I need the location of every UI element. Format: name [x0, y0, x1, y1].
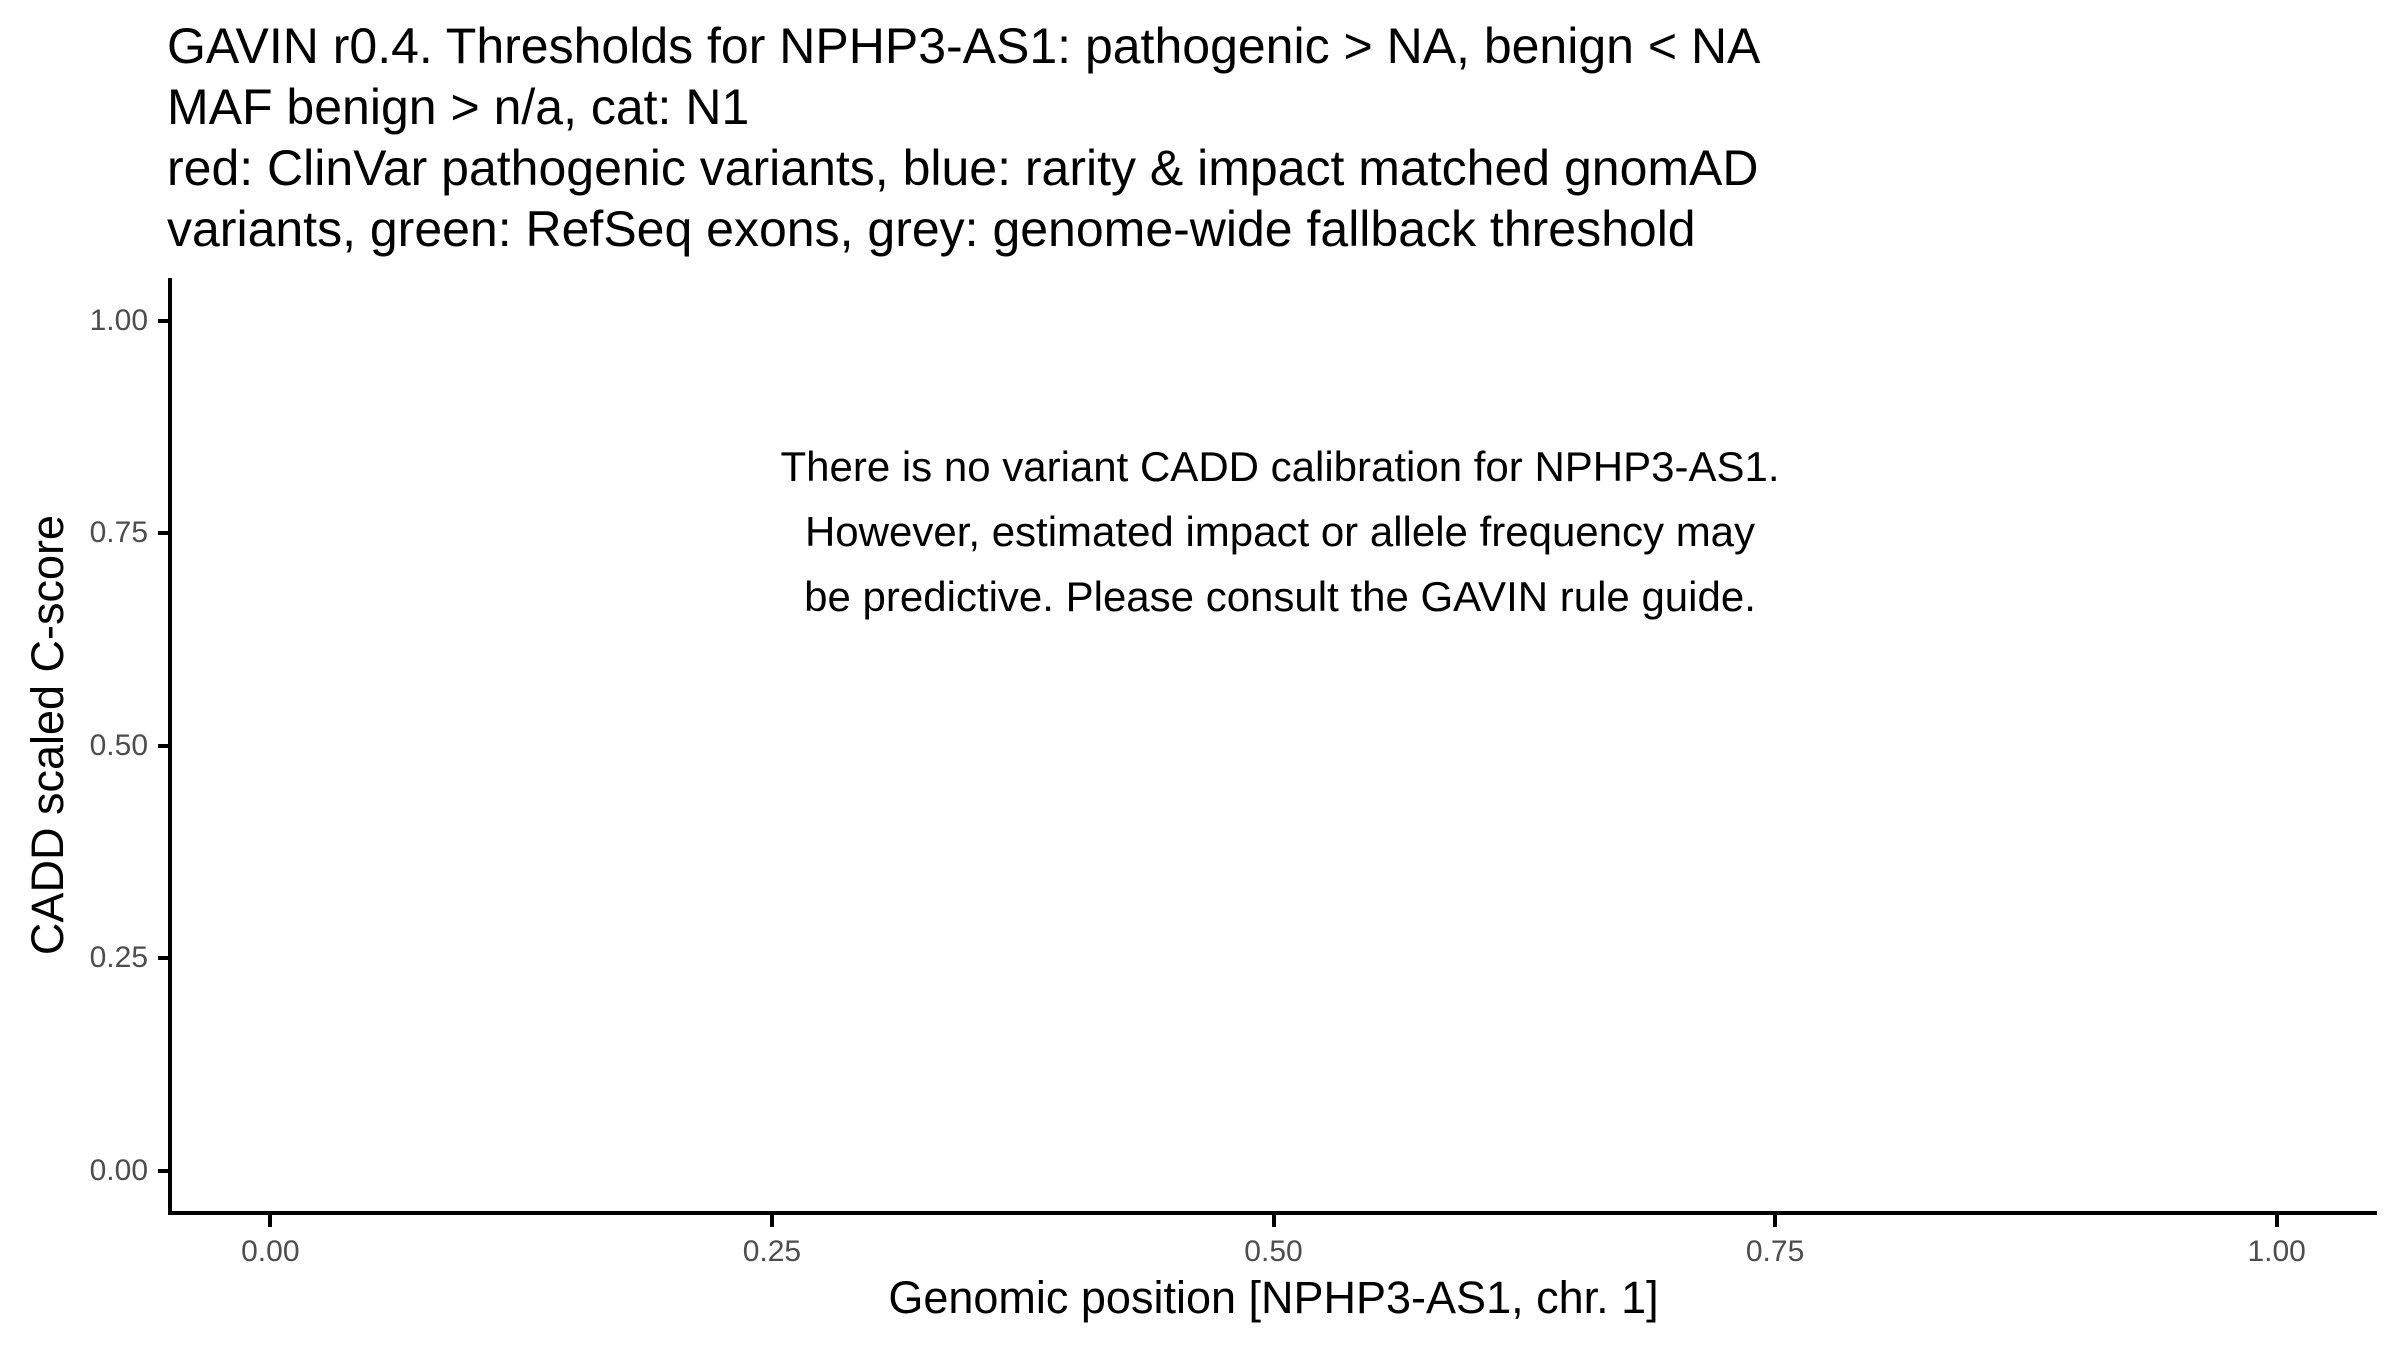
plot-title-line-3: red: ClinVar pathogenic variants, blue: rarity & impact matched gnomAD [167, 140, 1759, 196]
x-tick-mark [770, 1215, 774, 1227]
plot-title-line-2: MAF benign > n/a, cat: N1 [167, 79, 750, 135]
x-tick-label: 0.75 [1745, 1235, 1805, 1268]
x-tick-label: 1.00 [2247, 1235, 2306, 1268]
plot-title [167, 16, 1760, 260]
y-tick-mark [158, 956, 168, 960]
x-axis-title: Genomic position [NPHP3-AS1, chr. 1] [888, 1272, 1659, 1323]
x-tick-mark [2275, 1215, 2279, 1227]
x-tick-mark [268, 1215, 272, 1227]
y-tick-mark [158, 1169, 168, 1173]
y-tick-label: 0.25 [89, 941, 148, 974]
y-tick-label: 0.75 [89, 516, 148, 549]
x-tick-label: 0.00 [241, 1235, 300, 1268]
x-tick-mark [1272, 1215, 1276, 1227]
annotation-line-1: There is no variant CADD calibration for NPHP3-AS1. [780, 443, 1780, 490]
y-tick-label: 0.00 [89, 1153, 148, 1187]
y-tick-mark [158, 319, 168, 323]
y-tick-mark [158, 744, 168, 748]
annotation-line-2: However, estimated impact or allele frequency may [804, 508, 1756, 555]
x-tick-label: 0.50 [1244, 1235, 1303, 1268]
x-tick-label: 0.25 [742, 1235, 802, 1268]
y-axis-title: CADD scaled C-score [22, 514, 73, 956]
y-tick-label: 1.00 [89, 303, 148, 337]
plot-title-line-4: variants, green: RefSeq exons, grey: genome-wide fallback threshold [167, 201, 1696, 257]
no-calibration-annotation [480, 434, 2080, 629]
annotation-line-3: be predictive. Please consult the GAVIN rule guide. [804, 573, 1756, 620]
x-tick-mark [1773, 1215, 1777, 1227]
plot-title-line-1: GAVIN r0.4. Thresholds for NPHP3-AS1: pathogenic > NA, benign < NA [167, 18, 1761, 74]
y-tick-mark [158, 531, 168, 535]
plot-panel [168, 278, 2377, 1215]
y-tick-label: 0.50 [89, 728, 148, 762]
